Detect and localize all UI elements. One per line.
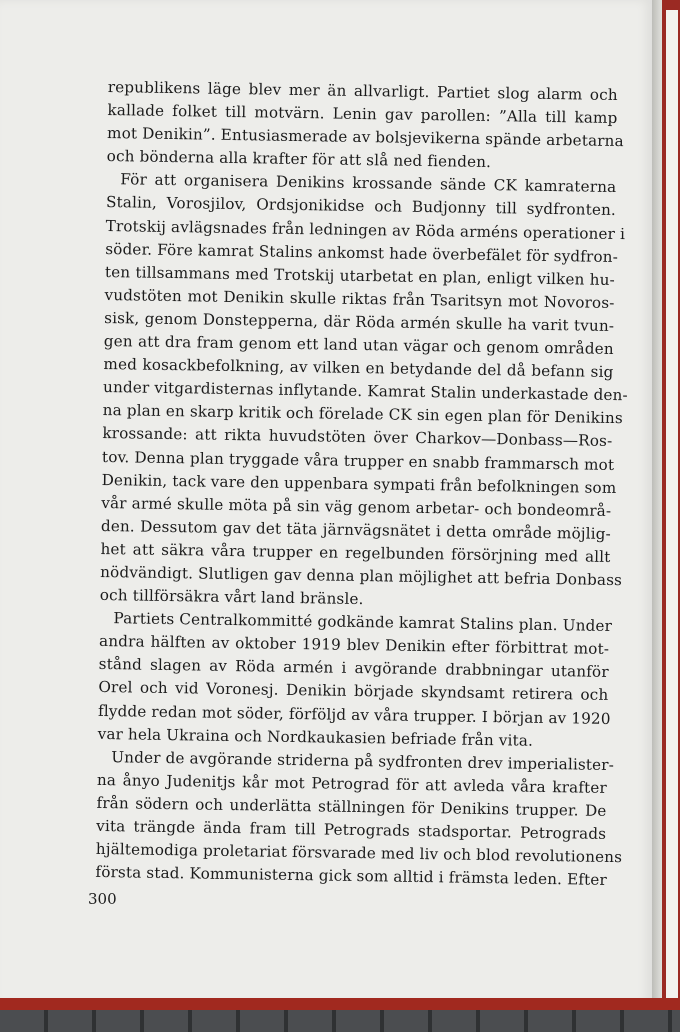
text-line: het att säkra våra trupper en regelbunden försörjning med allt: [100, 539, 611, 566]
text-line: Trotskij avlägsnades från ledningen av Röda arméns operationer i: [105, 216, 626, 243]
text-line: och bönderna alla krafter för att slå ned fienden.: [106, 147, 492, 172]
text-line: från södern och underlätta ställningen för Denikins trupper. De: [96, 793, 607, 820]
text-line: Stalin, Vorosjilov, Ordsjonikidse och Budjonny till sydfronten.: [105, 193, 617, 220]
text-line: hjältemodiga proletariat försvarade med liv och blod revolutionens: [95, 839, 623, 867]
page-edge: [652, 0, 662, 1008]
body-text: [95, 76, 628, 892]
text-line: För att organisera Denikins krossande sände CK kamraterna: [120, 170, 617, 197]
text-line: vår armé skulle möta på sin väg genom arbetar- och bondeområ-: [101, 493, 612, 520]
text-line: vudstöten mot Denikin skulle riktas från Tsaritsyn mot Novoros-: [104, 285, 615, 312]
scan-ruler: [0, 1010, 680, 1032]
text-line: republikens läge blev mer än allvarligt. Partiet slog alarm och: [107, 77, 618, 105]
text-line: ten tillsammans med Trotskij utarbetat en plan, enligt vilken hu-: [104, 262, 616, 289]
text-line: gen att dra fram genom ett land utan vägar och genom områden: [103, 331, 614, 359]
text-line: stånd slagen av Röda armén i avgörande drabbningar utanför: [98, 655, 609, 682]
text-line: och tillförsäkra vårt land bränsle.: [99, 585, 364, 609]
text-line: nödvändigt. Slutligen gav denna plan möjlighet att befria Donbass: [100, 562, 623, 590]
text-line: sisk, genom Donstepperna, där Röda armén skulle ha varit tvun-: [104, 308, 615, 335]
text-line: krossande: att rikta huvudstöten över Charkov—Donbass—Ros-: [102, 424, 613, 451]
text-line: na plan en skarp kritik och förelade CK sin egen plan för Denikins: [102, 401, 624, 428]
text-line: flydde redan mot söder, förföljd av våra trupper. I början av 1920: [97, 701, 611, 728]
book-cover-bottom: [0, 998, 680, 1010]
text-line: vita trängde ända fram till Petrograds stadsportar. Petrograds: [96, 816, 607, 843]
text-line: med kosackbefolkning, av vilken en betydande del då befann sig: [103, 355, 614, 382]
text-line: Denikin, tack vare den uppenbara sympati från befolkningen som: [101, 470, 617, 497]
text-line: mot Denikin”. Entusiasmerade av bolsjevikerna spände arbetarna: [106, 124, 624, 151]
text-line: Under de avgörande striderna på sydfronten drev imperialister-: [111, 747, 615, 774]
text-line: kallade folket till motvärn. Lenin gav parollen: ”Alla till kamp: [107, 101, 618, 128]
text-line: andra hälften av oktober 1919 blev Denikin efter förbittrat mot-: [98, 632, 610, 659]
text-line: under vitgardisternas inflytande. Kamrat Stalin underkastade den-: [102, 378, 628, 405]
page-number: 300: [88, 890, 117, 908]
next-page-edge: [666, 10, 678, 1000]
text-line: söder. Före kamrat Stalins ankomst hade överbefälet för sydfron-: [105, 239, 619, 266]
text-line: na ånyo Judenitjs kår mot Petrograd för att avleda våra krafter: [96, 770, 608, 797]
text-line: den. Dessutom gav det täta järnvägsnätet i detta område möjlig-: [100, 516, 612, 543]
text-line: Partiets Centralkommitté godkände kamrat Stalins plan. Under: [113, 609, 613, 636]
text-line: första stad. Kommunisterna gick som alltid i främsta leden. Efter: [95, 863, 607, 890]
text-line: var hela Ukraina och Nordkaukasien befriade från vita.: [97, 724, 534, 750]
text-line: Orel och vid Voronesj. Denikin började skyndsamt retirera och: [98, 678, 609, 705]
text-line: tov. Denna plan tryggade våra trupper en snabb frammarsch mot: [101, 447, 615, 474]
